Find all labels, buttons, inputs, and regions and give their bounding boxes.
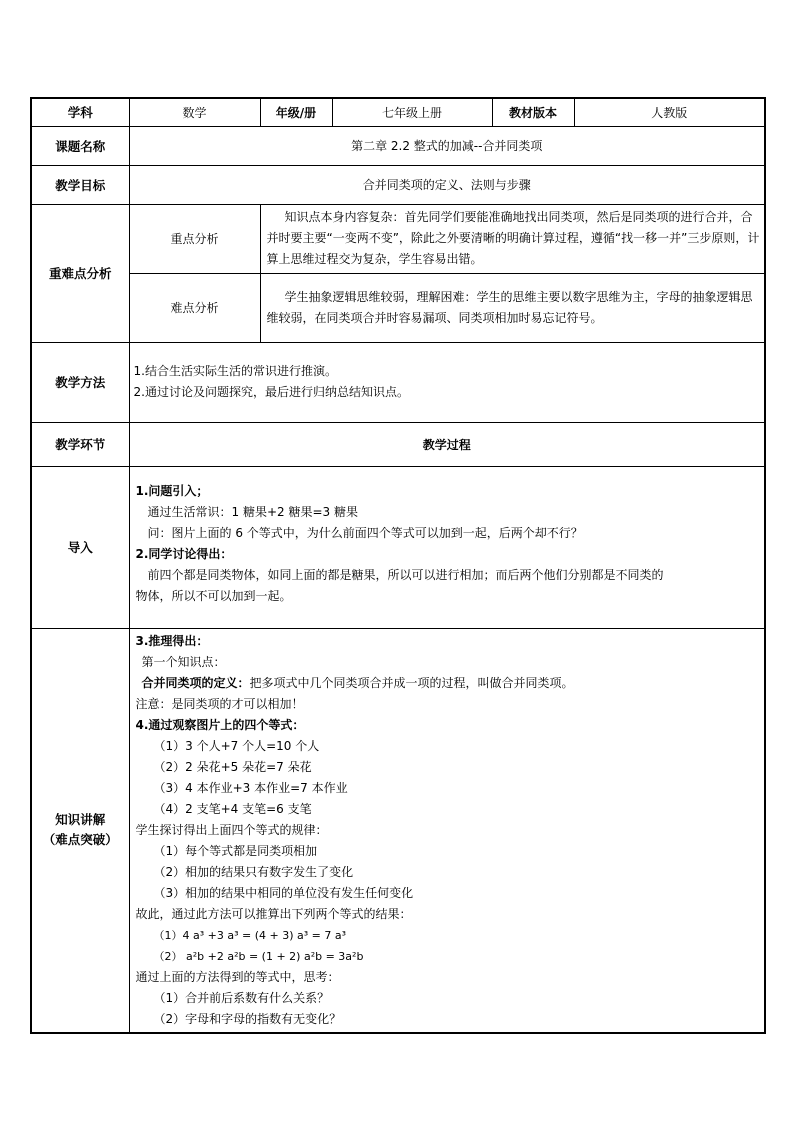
lesson-title-label: 课题名称: [31, 126, 129, 165]
note-text: 是同类项的才可以相加！: [171, 696, 304, 711]
math-example-1: （1）4 a³ +3 a³ = (4 + 3) a³ = 7 a³: [153, 928, 347, 942]
equation-4: （4）2 支笔+4 支笔=6 支笔: [153, 801, 312, 816]
teaching-goal-label: 教学目标: [31, 165, 129, 204]
definition-line: [136, 673, 761, 694]
lesson-plan-sheet: [30, 97, 764, 1034]
intro-heading-1: 1.问题引入；: [135, 483, 209, 498]
subject-value: 数学: [129, 98, 260, 126]
intro-line-3a: 前四个都是同类物体，如同上面的都是糖果，所以可以进行相加；而后两个他们分别都是不同类的: [147, 567, 664, 582]
grade-value: 七年级上册: [332, 98, 492, 126]
intro-line-2: 问：图片上面的 6 个等式中，为什么前面四个等式可以加到一起，后两个却不行？: [147, 525, 583, 540]
question-2: （2）字母和字母的指数有无变化？: [153, 1011, 342, 1026]
difficult-point-text: 学生抽象逻辑思维较弱，理解困难：学生的思维主要以数字思维为主，字母的抽象逻辑思维较弱，在同类项合并时容易漏项、同类项相加时易忘记符号。: [260, 273, 765, 342]
knowledge-point-1: 第一个知识点：: [141, 654, 226, 669]
knowledge-label-line-2: （难点突破）: [42, 832, 118, 847]
edition-value: 人教版: [574, 98, 765, 126]
method-item-1: 1.结合生活实际生活的常识进行推演。: [133, 364, 337, 378]
analysis-label: 重难点分析: [31, 204, 129, 342]
definition-key: 合并同类项的定义：: [141, 675, 250, 690]
math-example-2: （2） a²b +2 a²b = (1 + 2) a²b = 3a²b: [153, 949, 364, 963]
teaching-goal-value: 合并同类项的定义、法则与步骤: [129, 165, 765, 204]
equation-3: （3）4 本作业+3 本作业=7 本作业: [153, 780, 348, 795]
teaching-method-label: 教学方法: [31, 342, 129, 422]
knowledge-heading-4: 4.通过观察图片上的四个等式：: [135, 717, 305, 732]
key-point-label: 重点分析: [129, 204, 260, 273]
difficult-point-label: 难点分析: [129, 273, 260, 342]
grade-label: 年级/册: [260, 98, 332, 126]
equation-2: （2）2 朵花+5 朵花=7 朵花: [153, 759, 312, 774]
edition-label: 教材版本: [492, 98, 574, 126]
process-stage-label: 教学环节: [31, 422, 129, 466]
knowledge-label: [31, 628, 129, 1033]
equation-1: （1）3 个人+7 个人=10 个人: [153, 738, 320, 753]
rule-3: （3）相加的结果中相同的单位没有发生任何变化: [153, 885, 414, 900]
lesson-plan-table: [30, 97, 766, 1034]
intro-line-3b: 物体，所以不可以加到一起。: [135, 588, 292, 603]
knowledge-content: [129, 628, 765, 1033]
definition-text: 把多项式中几个同类项合并成一项的过程，叫做合并同类项。: [249, 675, 574, 690]
think-line: 通过上面的方法得到的等式中，思考：: [135, 969, 340, 984]
note-line: [136, 694, 761, 715]
process-header-value: 教学过程: [129, 422, 765, 466]
subject-label: 学科: [31, 98, 129, 126]
teaching-method-content: [129, 342, 765, 422]
knowledge-label-line-1: 知识讲解: [55, 812, 106, 827]
intro-label: 导入: [31, 466, 129, 628]
knowledge-heading-3: 3.推理得出：: [135, 633, 209, 648]
intro-line-1: 通过生活常识：1 糖果+2 糖果=3 糖果: [147, 504, 358, 519]
rule-intro: 学生探讨得出上面四个等式的规律：: [135, 822, 328, 837]
conclusion-line: 故此，通过此方法可以推算出下列两个等式的结果：: [135, 906, 412, 921]
rule-1: （1）每个等式都是同类项相加: [153, 843, 318, 858]
question-1: （1）合并前后系数有什么关系？: [153, 990, 330, 1005]
lesson-title-value: 第二章 2.2 整式的加减--合并同类项: [129, 126, 765, 165]
intro-content: [129, 466, 765, 628]
key-point-text: 知识点本身内容复杂：首先同学们要能准确地找出同类项，然后是同类项的进行合并，合并时要主要“一变两不变”，除此之外要清晰的明确计算过程，遵循“找一移一并”三步原则，计算上思维过程交为复杂，学生容易出错。: [260, 204, 765, 273]
rule-2: （2）相加的结果只有数字发生了变化: [153, 864, 354, 879]
note-key: 注意：: [135, 696, 172, 711]
intro-heading-2: 2.同学讨论得出：: [135, 546, 233, 561]
method-item-2: 2.通过讨论及问题探究，最后进行归纳总结知识点。: [133, 385, 409, 399]
